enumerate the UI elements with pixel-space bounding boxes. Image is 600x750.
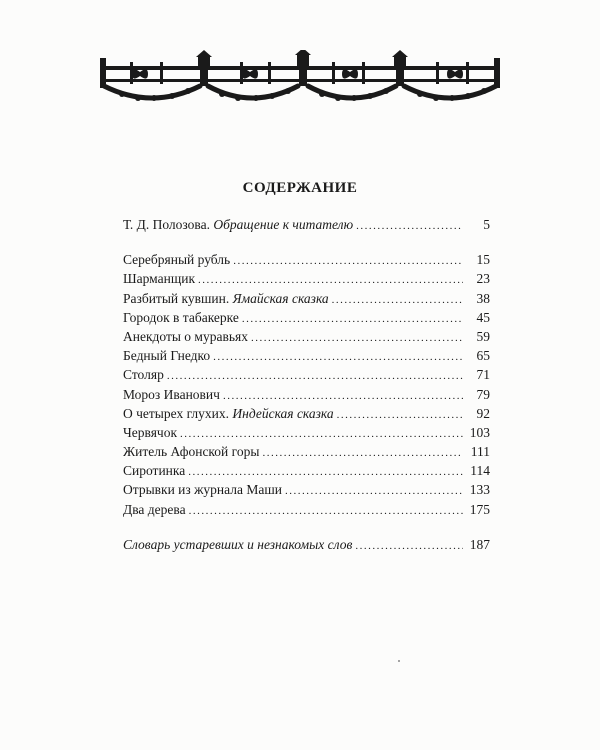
toc-entry[interactable] [123, 346, 490, 365]
toc-entry-title: Отрывки из журнала Маши [123, 482, 282, 498]
toc-entry-title: О четырех глухих. Индейская сказка [123, 405, 334, 421]
toc-page-number: 65 [476, 348, 490, 364]
toc-entry[interactable] [123, 250, 490, 269]
toc-page-number: 38 [476, 290, 490, 306]
leader-dots [332, 291, 463, 310]
toc-entry[interactable] [123, 423, 490, 442]
toc-entry[interactable] [123, 461, 490, 480]
toc-entry-title: Серебряный рубль [123, 252, 231, 268]
leader-dots [285, 482, 463, 501]
leader-dots [189, 502, 463, 521]
leader-dots [337, 406, 463, 425]
toc-entry-title: Т. Д. Полозова. Обращение к читателю [123, 217, 354, 232]
toc-entry-title: Червячок [123, 424, 178, 440]
toc-page-number: 133 [469, 482, 490, 498]
toc-entry[interactable] [123, 500, 490, 519]
leader-dots [262, 444, 463, 463]
leader-dots [355, 537, 463, 556]
toc-entry[interactable] [123, 365, 490, 384]
leader-dots [213, 348, 463, 367]
leader-dots [356, 217, 463, 236]
paper-speck [398, 660, 400, 662]
toc-page-number: 79 [476, 386, 490, 402]
leader-dots [251, 329, 463, 348]
toc-entry[interactable] [123, 442, 490, 461]
toc-entry-title: Анекдоты о муравьях [123, 328, 248, 344]
toc-entry[interactable] [123, 289, 490, 308]
toc-entry[interactable] [123, 385, 490, 404]
toc-entry[interactable] [123, 480, 490, 499]
toc-entry-title: Разбитый кувшин. Ямайская сказка [123, 290, 329, 306]
toc-page-number: 114 [470, 463, 490, 479]
toc-entry-title: Шарманщик [123, 271, 196, 287]
toc-entry-title: Словарь устаревших и незнакомых слов [123, 536, 353, 552]
toc-entry-title: Мороз Иванович [123, 386, 220, 402]
toc-page-number: 15 [476, 252, 490, 268]
toc-page-number: 59 [476, 328, 490, 344]
leader-dots [233, 252, 463, 271]
toc-page-number: 111 [470, 444, 490, 460]
toc-entry[interactable] [123, 327, 490, 346]
toc-entry[interactable] [123, 404, 490, 423]
toc-page-number: 175 [469, 501, 490, 517]
toc-page-number: 103 [469, 424, 490, 440]
toc-page-number: 92 [476, 405, 490, 421]
table-of-contents [123, 215, 490, 554]
toc-intro-entry[interactable] [123, 215, 490, 234]
contents-heading: СОДЕРЖАНИЕ [242, 180, 358, 196]
toc-entry[interactable] [123, 269, 490, 288]
toc-entry-title: Столяр [123, 367, 164, 383]
toc-page-number: 187 [469, 536, 490, 552]
leader-dots [242, 310, 463, 329]
toc-entry-title: Два дерева [123, 501, 186, 517]
toc-entry-title: Городок в табакерке [123, 309, 239, 325]
toc-entry-title: Бедный Гнедко [123, 348, 211, 364]
toc-glossary-entry[interactable] [123, 535, 490, 554]
toc-entry-title: Житель Афонской горы [123, 444, 260, 460]
toc-page-number: 45 [476, 309, 490, 325]
toc-page-number: 71 [476, 367, 490, 383]
toc-entry-title: Сиротинка [123, 463, 186, 479]
toc-page-number: 5 [483, 217, 490, 232]
toc-entry[interactable] [123, 308, 490, 327]
garland-fence-ornament-icon [100, 50, 500, 108]
toc-page-number: 23 [476, 271, 490, 287]
